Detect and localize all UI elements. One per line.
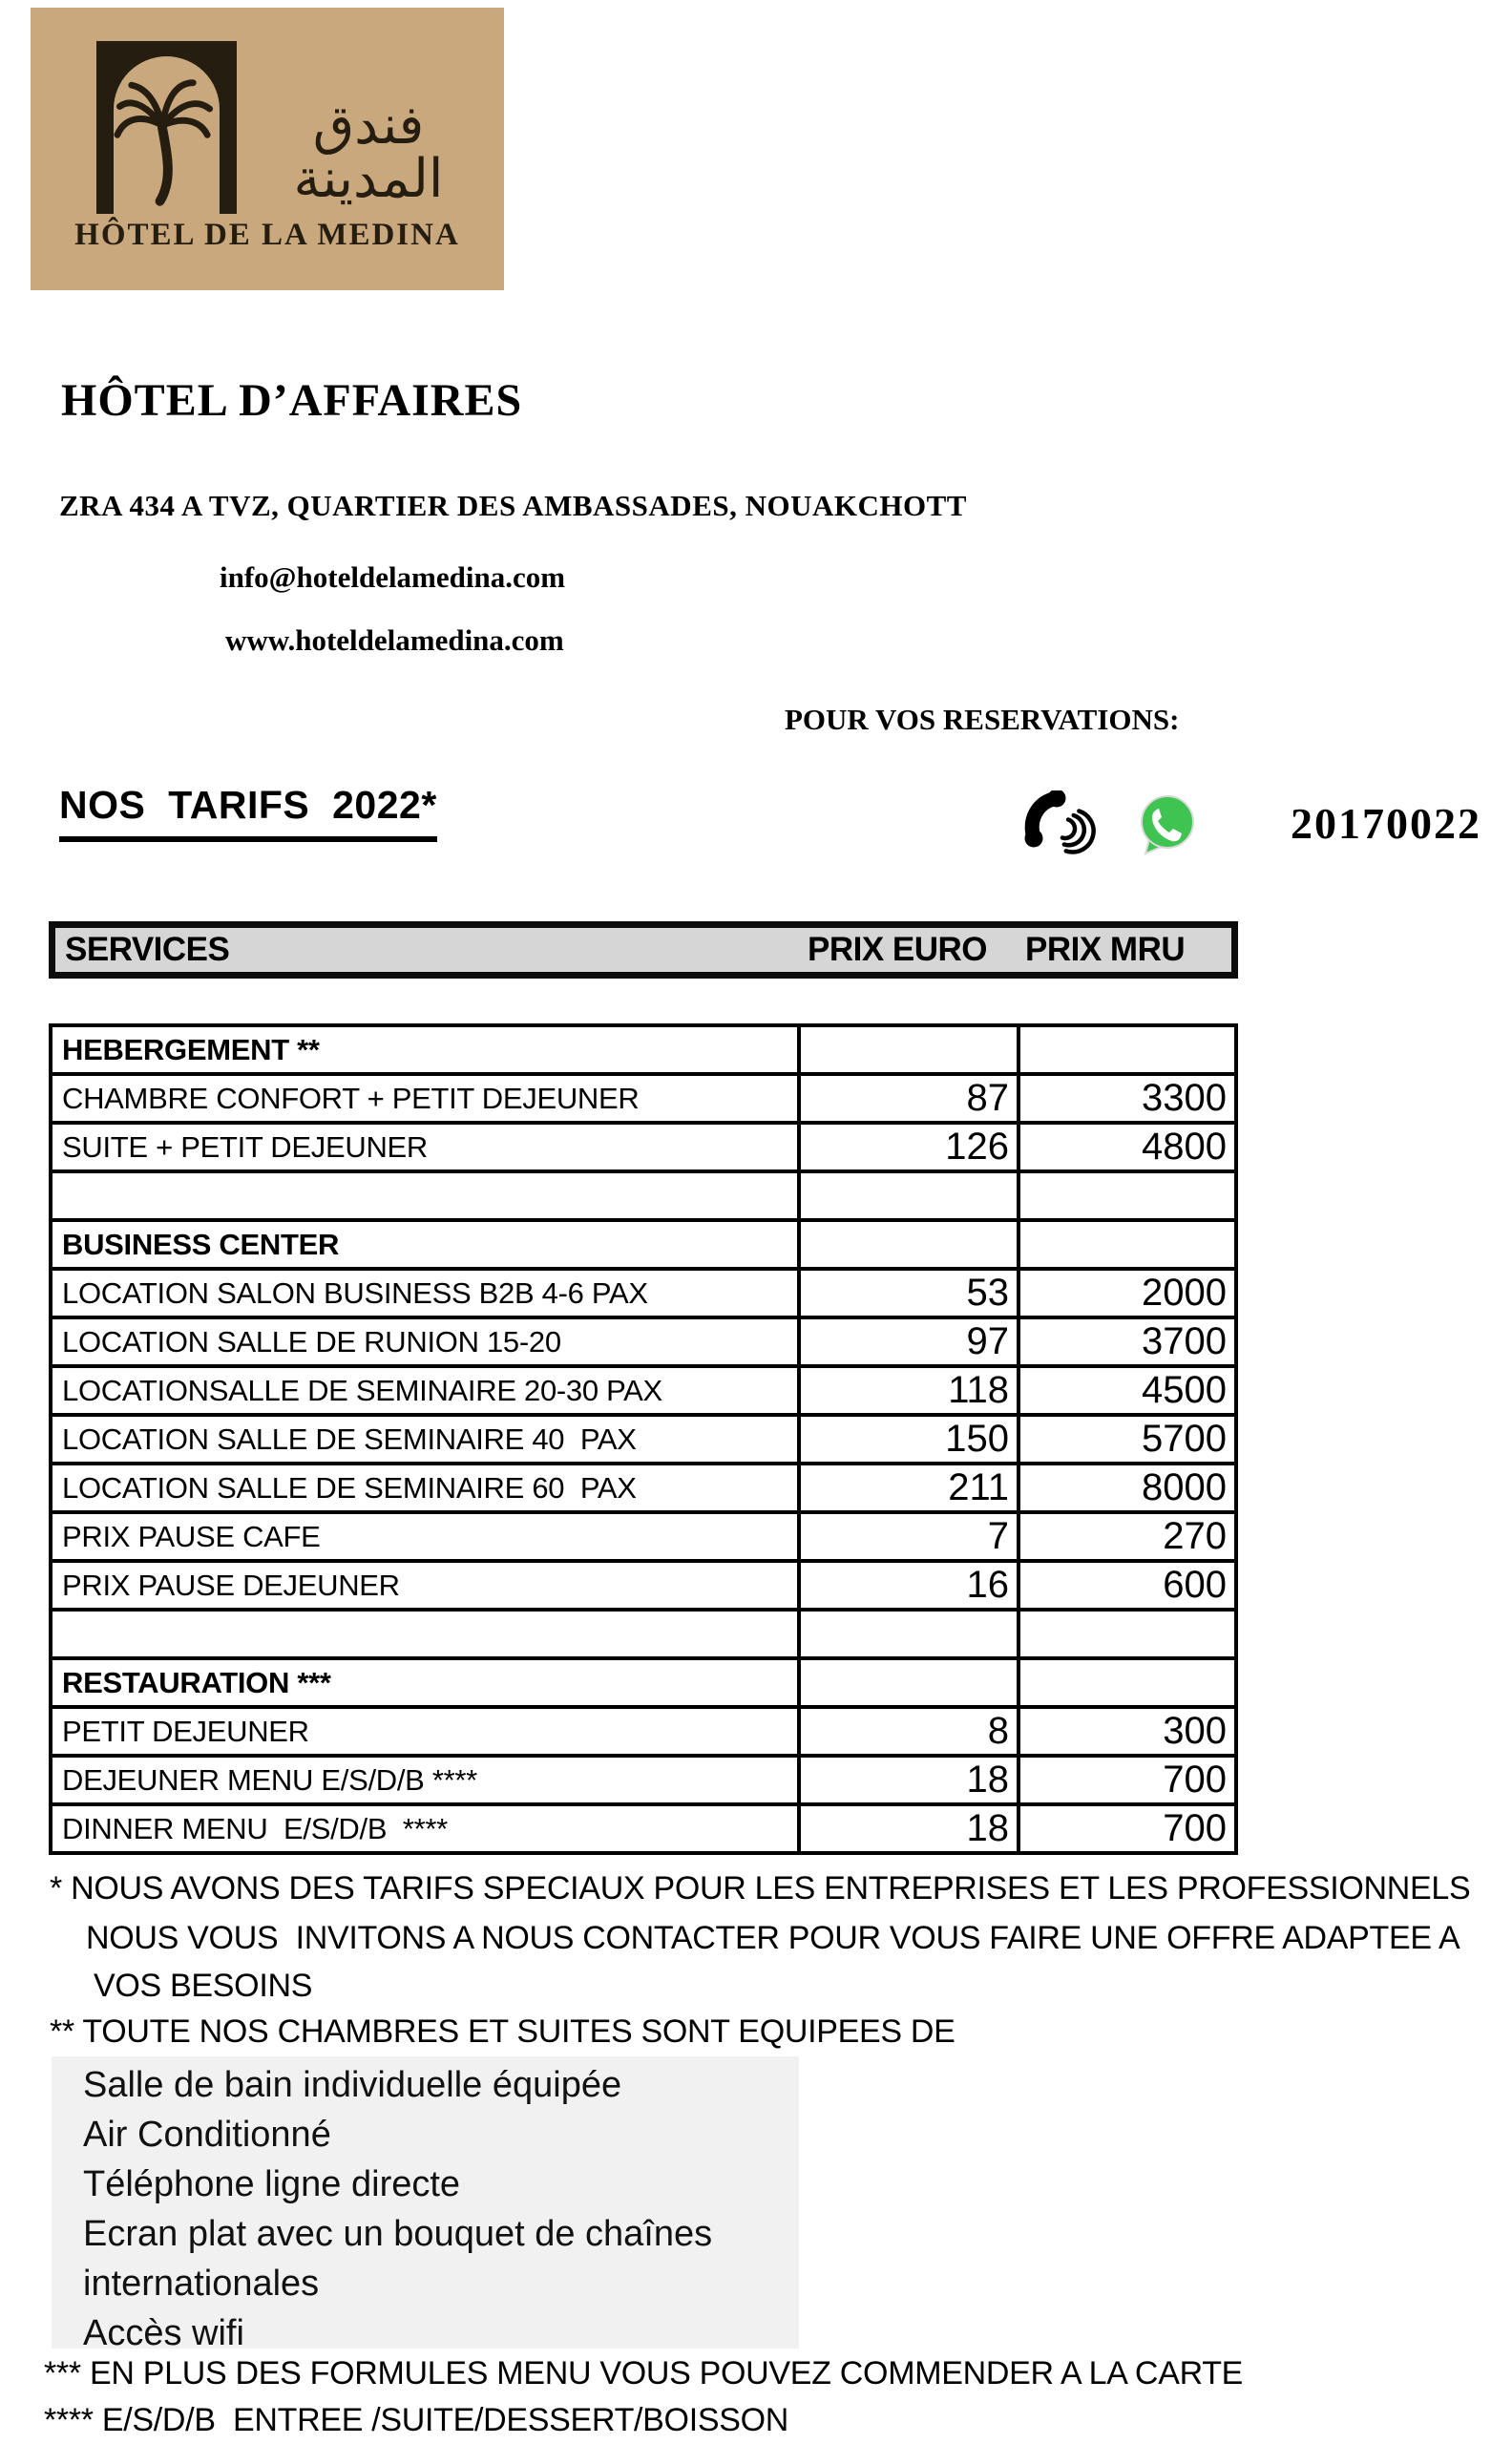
tariff-table-body [51,1025,1236,1853]
footnote-rooms-equipped: ** TOUTE NOS CHAMBRES ET SUITES SONT EQUIPEES DE [50,2013,956,2050]
prix-euro-cell [799,1025,1018,1074]
prix-euro-cell: 97 [799,1317,1018,1366]
table-row [51,1464,1236,1512]
service-cell: BUSINESS CENTER [51,1220,799,1269]
email-text: info@hoteldelamedina.com [220,560,566,594]
prix-euro-cell: 18 [799,1756,1018,1804]
services-header-label: SERVICES [65,931,230,968]
prix-mru-cell [1018,1658,1236,1707]
phone-icon [1021,790,1098,855]
service-cell: LOCATIONSALLE DE SEMINAIRE 20-30 PAX [51,1366,799,1415]
footnote-special-offers-2: NOUS VOUS INVITONS A NOUS CONTACTER POUR VOUS FAIRE UNE OFFRE ADAPTEE A [86,1920,1460,1956]
address-line: ZRA 434 A TVZ, QUARTIER DES AMBASSADES, NOUAKCHOTT [59,489,967,522]
prix-mru-cell: 300 [1018,1707,1236,1756]
table-row [51,1707,1236,1756]
service-cell: LOCATION SALLE DE SEMINAIRE 40 PAX [51,1415,799,1464]
prix-euro-cell: 87 [799,1074,1018,1123]
prix-euro-cell: 53 [799,1269,1018,1317]
logo-emblem [96,41,237,214]
table-empty-row [51,1610,1236,1658]
table-section-row [51,1025,1236,1074]
tariffs-title: NOS TARIFS 2022* [59,783,437,842]
service-cell: LOCATION SALON BUSINESS B2B 4-6 PAX [51,1269,799,1317]
prix-euro-cell: 7 [799,1512,1018,1561]
service-cell: LOCATION SALLE DE RUNION 15-20 [51,1317,799,1366]
prix-mru-cell [1018,1220,1236,1269]
prix-euro-cell: 8 [799,1707,1018,1756]
table-empty-row [51,1171,1236,1220]
hotel-logo [31,8,504,290]
prix-mru-cell [1018,1610,1236,1658]
prix-mru-cell: 3700 [1018,1317,1236,1366]
table-row [51,1415,1236,1464]
prix-euro-cell [799,1220,1018,1269]
palm-tree-icon [108,66,226,211]
service-cell [51,1171,799,1220]
service-cell: HEBERGEMENT ** [51,1025,799,1074]
table-row [51,1317,1236,1366]
prix-mru-cell: 270 [1018,1512,1236,1561]
prix-mru-cell: 4500 [1018,1366,1236,1415]
amenity-line: Téléphone ligne directe [83,2164,461,2204]
table-row [51,1366,1236,1415]
service-cell: PRIX PAUSE DEJEUNER [51,1561,799,1610]
amenity-line: Air Conditionné [83,2115,331,2155]
prix-mru-cell: 600 [1018,1561,1236,1610]
service-cell: PRIX PAUSE CAFE [51,1512,799,1561]
prix-mru-cell [1018,1171,1236,1220]
service-cell: SUITE + PETIT DEJEUNER [51,1123,799,1171]
service-cell: DEJEUNER MENU E/S/D/B **** [51,1756,799,1804]
prix-euro-cell [799,1610,1018,1658]
logo-hotel-name: HÔTEL DE LA MEDINA [74,218,460,252]
amenity-line: Salle de bain individuelle équipée [83,2065,622,2105]
service-cell: RESTAURATION *** [51,1658,799,1707]
service-cell: LOCATION SALLE DE SEMINAIRE 60 PAX [51,1464,799,1512]
prix-euro-cell: 18 [799,1804,1018,1853]
whatsapp-icon [1136,792,1199,857]
footnote-a-la-carte: *** EN PLUS DES FORMULES MENU VOUS POUVEZ COMMENDER A LA CARTE [44,2355,1244,2391]
table-row [51,1804,1236,1853]
amenity-line: Accès wifi [83,2313,244,2353]
prix-euro-cell: 118 [799,1366,1018,1415]
prix-euro-cell: 150 [799,1415,1018,1464]
prix-mru-cell: 3300 [1018,1074,1236,1123]
reservations-label: POUR VOS RESERVATIONS: [785,703,1180,736]
table-row [51,1512,1236,1561]
table-section-row [51,1220,1236,1269]
prix-mru-cell: 700 [1018,1804,1236,1853]
footnote-special-offers-3: VOS BESOINS [94,1968,313,2004]
services-header-bar [49,921,1238,979]
footnote-special-offers-1: * NOUS AVONS DES TARIFS SPECIAUX POUR LES ENTREPRISES ET LES PROFESSIONNELS [50,1870,1471,1907]
table-row [51,1269,1236,1317]
service-cell [51,1610,799,1658]
prix-euro-cell [799,1171,1018,1220]
logo-arabic-name: فندق المدينة [293,95,444,210]
prix-mru-header: PRIX MRU [1025,931,1186,968]
service-cell: PETIT DEJEUNER [51,1707,799,1756]
prix-euro-cell: 211 [799,1464,1018,1512]
table-row [51,1074,1236,1123]
phone-number: 20170022 [1291,799,1481,848]
amenities-box [52,2056,799,2353]
prix-mru-cell [1018,1025,1236,1074]
service-cell: DINNER MENU E/S/D/B **** [51,1804,799,1853]
prix-euro-cell: 126 [799,1123,1018,1171]
service-cell: CHAMBRE CONFORT + PETIT DEJEUNER [51,1074,799,1123]
footnote-esdb-legend: **** E/S/D/B ENTREE /SUITE/DESSERT/BOISSON [44,2402,789,2438]
prix-euro-cell [799,1658,1018,1707]
table-row [51,1756,1236,1804]
amenity-line: internationales [83,2264,320,2304]
website-text: www.hoteldelamedina.com [225,623,564,657]
page-title: HÔTEL D’AFFAIRES [61,375,523,426]
amenity-line: Ecran plat avec un bouquet de chaînes [83,2214,713,2254]
table-section-row [51,1658,1236,1707]
prix-euro-header: PRIX EURO [808,931,988,968]
table-row [51,1123,1236,1171]
prix-mru-cell: 8000 [1018,1464,1236,1512]
prix-mru-cell: 700 [1018,1756,1236,1804]
prix-mru-cell: 4800 [1018,1123,1236,1171]
prix-mru-cell: 2000 [1018,1269,1236,1317]
table-row [51,1561,1236,1610]
prix-euro-cell: 16 [799,1561,1018,1610]
tariff-table [49,1023,1238,1855]
prix-mru-cell: 5700 [1018,1415,1236,1464]
